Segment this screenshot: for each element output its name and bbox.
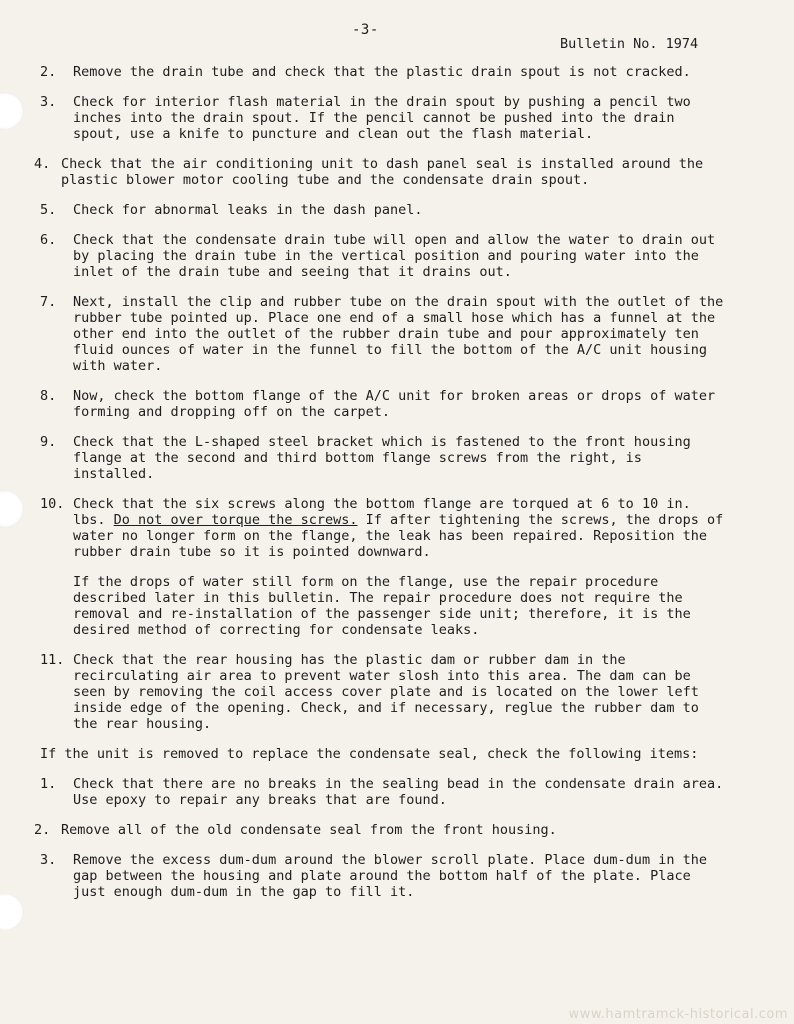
step-number: 8.	[40, 388, 57, 404]
step-number: 10.	[40, 496, 65, 512]
seal-step-item	[40, 852, 730, 900]
step-number: 7.	[40, 294, 57, 310]
step-text-part: Check that the six screws along the bottom flange are torqued at 6 to 10 in. lbs.	[73, 496, 691, 528]
step-text: Check that the rear housing has the plastic dam or rubber dam in the recirculating air area to prevent water slosh into this area. The dam can be seen by removing the coil access cover plate and is located on the lower left inside edge of the opening. Check, and if necessary, reglue the rubber dam to the rear housing.	[73, 652, 699, 732]
page-number: -3-	[352, 22, 379, 38]
step-note: If the drops of water still form on the flange, use the repair procedure described later in this bulletin. The repair procedure does not require the removal and re-installation of the passenger side unit; therefore, it is the desired method of correcting for condensate leaks.	[73, 574, 691, 638]
step-item	[40, 232, 730, 280]
step-item	[40, 64, 730, 80]
step-text: Check that the L-shaped steel bracket which is fastened to the front housing flange at the second and third bottom flange screws from the right, is installed.	[73, 434, 691, 482]
punch-hole	[0, 893, 24, 931]
seal-step-item	[34, 822, 730, 838]
step-number: 9.	[40, 434, 57, 450]
step-text: Check for abnormal leaks in the dash panel.	[73, 202, 423, 218]
step-text: Check that there are no breaks in the sealing bead in the condensate drain area. Use epoxy to repair any breaks that are found.	[73, 776, 724, 808]
step-number: 2.	[34, 822, 51, 838]
step-number: 3.	[40, 94, 57, 110]
step-item	[40, 434, 730, 482]
step-number: 4.	[34, 156, 51, 172]
punch-hole	[0, 92, 24, 130]
step-text: Remove all of the old condensate seal from the front housing.	[61, 822, 557, 838]
step-number: 2.	[40, 64, 57, 80]
step-item	[40, 202, 730, 218]
step-text: Check for interior flash material in the drain spout by pushing a pencil two inches into the drain spout. If the pencil cannot be pushed into the drain spout, use a knife to puncture and clean out the flash material.	[73, 94, 691, 142]
step-number: 1.	[40, 776, 57, 792]
site-watermark: www.hamtramck-historical.com	[568, 1007, 788, 1022]
step-text	[73, 496, 730, 560]
step-item	[40, 496, 730, 560]
step-item	[40, 94, 730, 142]
step-number: 5.	[40, 202, 57, 218]
step-text: Check that the air conditioning unit to dash panel seal is installed around the plastic blower motor cooling tube and the condensate drain spout.	[61, 156, 704, 188]
step-item	[40, 388, 730, 420]
step-text: Remove the excess dum-dum around the blower scroll plate. Place dum-dum in the gap between the housing and plate around the bottom half of the plate. Place just enough dum-dum in the gap to fill it.	[73, 852, 707, 900]
punch-hole	[0, 490, 24, 528]
bulletin-number: Bulletin No. 1974	[560, 36, 699, 52]
step-text: Check that the condensate drain tube will open and allow the water to drain out by placing the drain tube in the vertical position and pouring water into the inlet of the drain tube and seeing that it drains out.	[73, 232, 716, 280]
step-text: Next, install the clip and rubber tube on the drain spout with the outlet of the rubber tube pointed up. Place one end of a small hose which has a funnel at the other end into the outlet of the rubber drain tube and pour approximately ten fluid ounces of water in the funnel to fill the bottom of the A/C unit housing with water.	[73, 294, 724, 374]
step-item	[34, 156, 730, 188]
step-item	[40, 652, 730, 732]
step-text-part: If after tightening the screws, the drops of water no longer form on the flange, the leak has been repaired. Reposition the rubber drain tube so it is pointed downward.	[73, 512, 724, 560]
seal-step-item	[40, 776, 730, 808]
seal-intro: If the unit is removed to replace the condensate seal, check the following items:	[40, 746, 699, 762]
step-item	[40, 294, 730, 374]
step-text: Now, check the bottom flange of the A/C unit for broken areas or drops of water forming and dropping off on the carpet.	[73, 388, 716, 420]
document-body	[34, 64, 730, 914]
step-number: 3.	[40, 852, 57, 868]
warning-underlined: Do not over torque the screws.	[113, 512, 358, 528]
step-number: 6.	[40, 232, 57, 248]
step-number: 11.	[40, 652, 65, 668]
step-text: Remove the drain tube and check that the plastic drain spout is not cracked.	[73, 64, 691, 80]
